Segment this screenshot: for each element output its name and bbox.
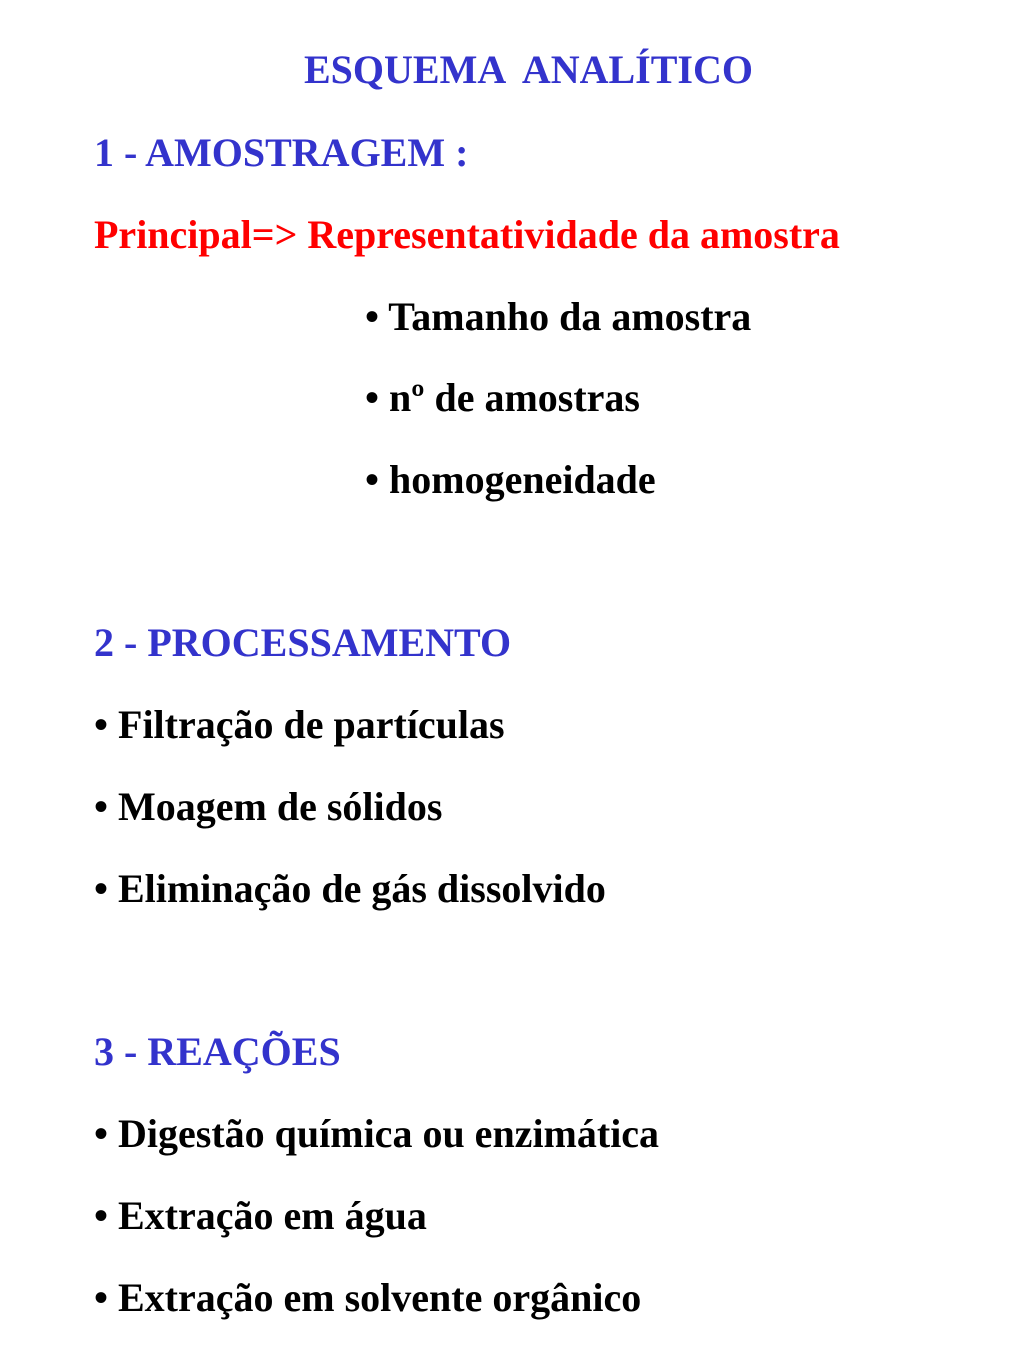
section-3-item-digestion: • Digestão química ou enzimática <box>94 1111 660 1156</box>
section-1-item-sample-size: • Tamanho da amostra <box>365 294 752 339</box>
section-1-principal: Principal=> Representatividade da amostra <box>94 212 840 257</box>
page-title: ESQUEMA ANALÍTICO <box>304 47 753 92</box>
section-3-item-water-extraction: • Extração em água <box>94 1193 427 1238</box>
section-2-item-degassing: • Eliminação de gás dissolvido <box>94 866 606 911</box>
section-3-heading: 3 - REAÇÕES <box>94 1029 341 1074</box>
section-2-item-filtration: • Filtração de partículas <box>94 702 505 747</box>
section-1-item-sample-count: • nº de amostras <box>365 375 640 420</box>
section-1-heading: 1 - AMOSTRAGEM : <box>94 130 469 175</box>
section-3-item-solvent-extraction: • Extração em solvente orgânico <box>94 1275 642 1320</box>
section-2-heading: 2 - PROCESSAMENTO <box>94 620 512 665</box>
section-1-item-homogeneity: • homogeneidade <box>365 457 656 502</box>
section-2-item-grinding: • Moagem de sólidos <box>94 784 443 829</box>
